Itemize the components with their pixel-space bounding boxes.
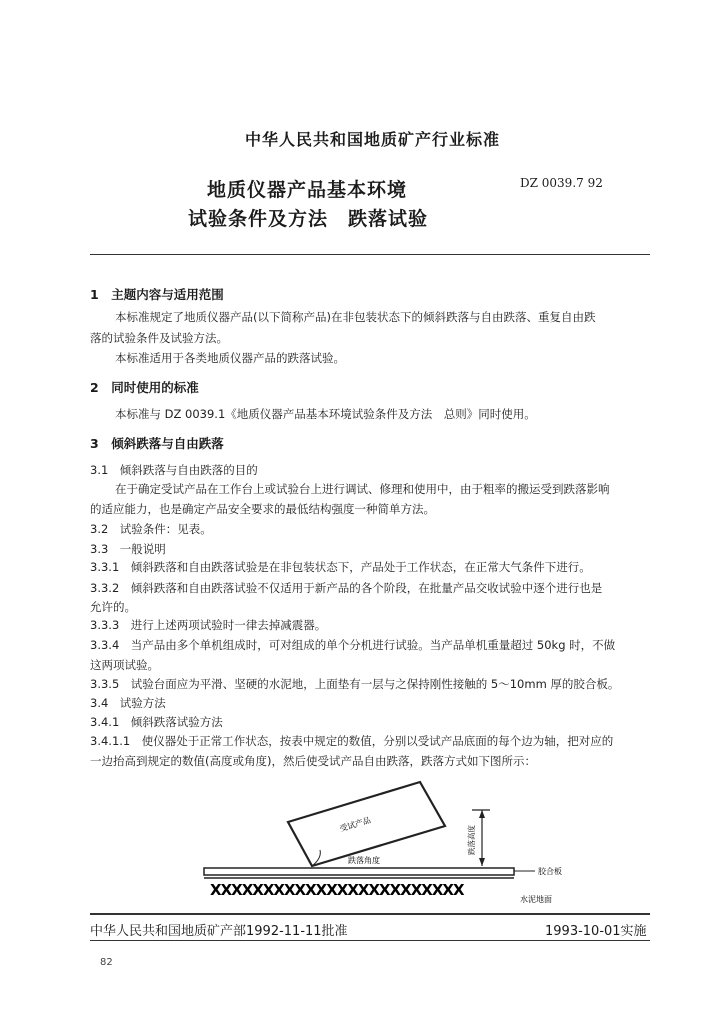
approval-line: 中华人民共和国地质矿产部1992-11-11批准 xyxy=(90,924,348,939)
clause-3-3-3: 3.3.3 进行上述两项试验时一律去掉减震器。 xyxy=(90,618,327,632)
section-1-paragraph-1-line1: 本标准规定了地质仪器产品(以下简称产品)在非包装状态下的倾斜跌落与自由跌落、重复自由跌 xyxy=(115,310,596,324)
section-2-paragraph: 本标准与 DZ 0039.1《地质仪器产品基本环境试验条件及方法 总则》同时使用。 xyxy=(115,407,536,421)
clause-3-3-4-line2: 这两项试验。 xyxy=(90,658,159,672)
clause-3-1-text-line2: 的适应能力，也是确定产品安全要求的最低结构强度一种简单方法。 xyxy=(90,502,435,516)
header-divider xyxy=(90,254,650,255)
clause-3-3-5: 3.3.5 试验台面应为平滑、坚硬的水泥地，上面垫有一层与之保持刚性接触的 5～10mm 厚的胶合板。 xyxy=(90,677,620,691)
clause-3-1: 3.1 倾斜跌落与自由跌落的目的 xyxy=(90,463,258,477)
clause-3-4-1: 3.4.1 倾斜跌落试验方法 xyxy=(90,715,223,729)
implementation-date: 1993-10-01实施 xyxy=(545,924,647,939)
section-1-paragraph-2: 本标准适用于各类地质仪器产品的跌落试验。 xyxy=(115,351,345,365)
clause-3-3-2-line2: 允许的。 xyxy=(90,600,136,614)
section-1-paragraph-1-line2: 落的试验条件及试验方法。 xyxy=(90,331,228,345)
clause-3-4-1-1-line1: 3.4.1.1 使仪器处于正常工作状态，按表中规定的数值，分别以受试产品底面的每个边为轴，把对应的 xyxy=(90,734,614,748)
clause-3-4-1-1-line2: 一边抬高到规定的数值(高度或角度)，然后使受试产品自由跌落，跌落方式如下图所示： xyxy=(90,754,536,768)
concrete-hatch-marks: XXXXXXXXXXXXXXXXXXXXXXXX xyxy=(210,881,464,899)
clause-3-3: 3.3 一般说明 xyxy=(90,542,166,556)
document-number: DZ 0039.7 92 xyxy=(520,176,603,190)
section-3-heading: 3 倾斜跌落与自由跌落 xyxy=(90,436,224,451)
clause-3-1-text-line1: 在于确定受试产品在工作台上或试验台上进行调试、修理和使用中，由于粗率的搬运受到跌落影响 xyxy=(115,482,610,496)
concrete-label: 水泥地面 xyxy=(520,895,552,904)
drop-height-indicator xyxy=(466,810,490,866)
tilt-drop-figure xyxy=(190,780,590,910)
footer-divider-top xyxy=(90,913,650,915)
document-title-line2: 试验条件及方法 跌落试验 xyxy=(188,208,429,230)
page-number: 82 xyxy=(100,957,113,968)
plywood-label: 胶合板 xyxy=(538,867,562,876)
section-2-heading: 2 同时使用的标准 xyxy=(90,380,199,395)
plywood-layer xyxy=(204,868,514,875)
section-1-heading: 1 主题内容与适用范围 xyxy=(90,287,224,302)
standard-category-title: 中华人民共和国地质矿产行业标准 xyxy=(244,130,500,149)
clause-3-4: 3.4 试验方法 xyxy=(90,696,166,710)
clause-3-3-4-line1: 3.3.4 当产品由多个单机组成时，可对组成的单个分机进行试验。当产品单机重量超过 50kg 时，不做 xyxy=(90,638,616,652)
clause-3-3-1: 3.3.1 倾斜跌落和自由跌落试验是在非包装状态下，产品处于工作状态，在正常大气条件下进行。 xyxy=(90,560,591,574)
drop-height-label: 跌落高度 xyxy=(467,825,476,855)
footer-divider-bottom xyxy=(90,940,650,941)
clause-3-2: 3.2 试验条件：见表。 xyxy=(90,522,212,536)
document-title-line1: 地质仪器产品基本环境 xyxy=(207,179,408,201)
test-product-box xyxy=(288,782,445,866)
drop-angle-label: 跌落角度 xyxy=(348,856,380,865)
product-label: 受试产品 xyxy=(338,815,372,834)
clause-3-3-2-line1: 3.3.2 倾斜跌落和自由跌落试验不仅适用于新产品的各个阶段，在批量产品交收试验中逐个进行也是 xyxy=(90,581,603,595)
